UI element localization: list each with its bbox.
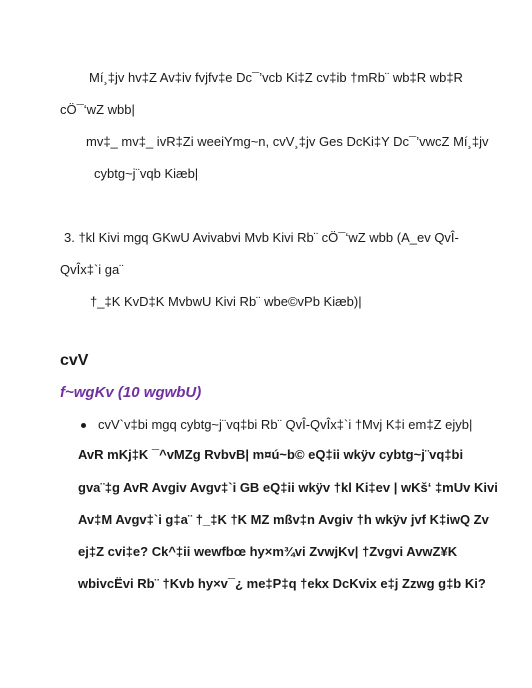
paragraph-3-line-3: †_‡K KvD‡K MvbwU Kivi Rb¨ wbe©vPb Kiæb)| <box>90 294 362 309</box>
section-subheading: f~wgKv (10 wgwbU) <box>60 384 202 401</box>
bold-line-5: wbivcËvi Rb¨ †Kvb hy×v¯¿ me‡P‡q †ekx DcKvix e‡j Zzwg g‡b Ki? <box>78 576 486 591</box>
bullet-line: cvV`v‡bi mgq cybtg~j¨vq‡bi Rb¨ QvÎ-QvÎx‡`i †Mvj K‡i em‡Z ejyb| <box>98 417 473 432</box>
paragraph-3-line-1: 3. †kl Kivi mgq GKwU Avivabvi Mvb Kivi Rb¨ cÖ¯‘wZ wbb (A_ev QvÎ- <box>64 230 459 245</box>
bold-line-4: ej‡Z cvi‡e? Ck^‡ii wewfbœ hy×m¾vi ZvwjKv| †Zvgvi AvwZ¥K <box>78 544 458 559</box>
section-heading: cvV <box>60 352 89 369</box>
paragraph-1-line-2: cÖ¯‘wZ wbb| <box>60 102 135 117</box>
paragraph-2-line-2: cybtg~j¨vqb Kiæb| <box>94 166 199 181</box>
paragraph-3-line-2: QvÎx‡`i ga¨ <box>60 262 124 277</box>
bold-line-2: gva¨‡g AvR Avgiv Avgv‡`i GB eQ‡ii wkÿv †kl Ki‡ev | wKš‘ ‡mUv Kivi <box>78 480 498 495</box>
bullet-icon <box>81 423 86 428</box>
paragraph-1-line-1: Mí¸‡jv hv‡Z Av‡iv fvjfv‡e Dc¯’vcb Ki‡Z cv‡ib †mRb¨ wb‡R wb‡R <box>89 70 463 85</box>
bold-line-3: Av‡M Avgv‡`i g‡a¨ †_‡K †K MZ mßv‡n Avgiv †h wkÿv jvf K‡iwQ Zv <box>78 512 489 527</box>
paragraph-2-line-1: mv‡_ mv‡_ ivR‡Zi weeiYmg~n, cvV¸‡jv Ges DcKi‡Y Dc¯’vwcZ Mí¸‡jv <box>86 134 489 149</box>
bold-line-1: AvR mKj‡K ¯^vMZg RvbvB| m¤ú~b© eQ‡ii wkÿv cybtg~j¨vq‡bi <box>78 447 464 462</box>
